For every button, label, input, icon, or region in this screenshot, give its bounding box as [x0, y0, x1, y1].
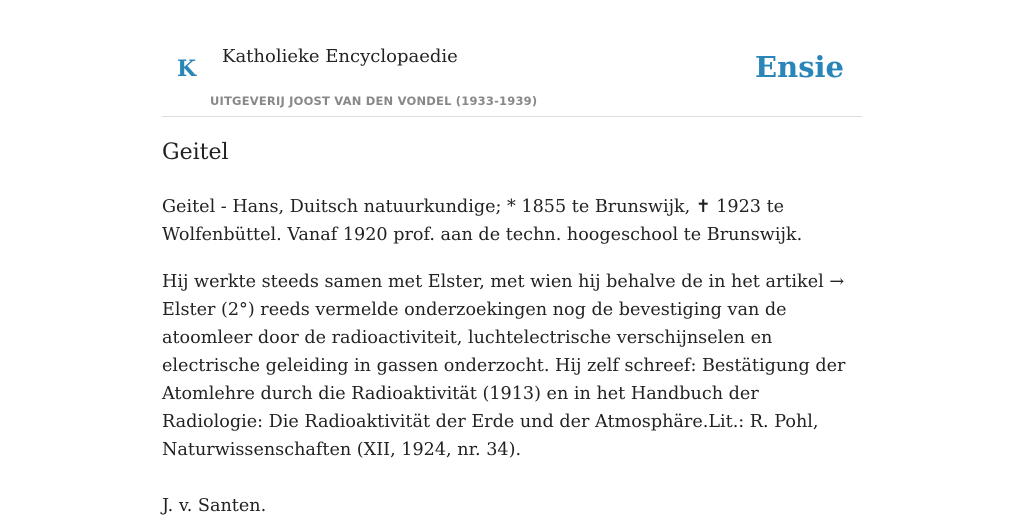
- article-author: J. v. Santen.: [162, 496, 267, 516]
- article-paragraph: Hij werkte steeds samen met Elster, met wien hij behalve de in het artikel → Elster (2°) reeds vermelde onderzoekingen nog de bevestiging van de atoomleer door de radioactiviteit, luchtelectrische verschijnselen en electrische geleiding in gassen onderzocht. Hij zelf schreef: Bestätigung der Atomlehre durch die Radioaktivität (1913) en in het Handbuch der Radiologie: Die Radioaktivität der Erde und der Atmosphäre.Lit.: R. Pohl, Naturwissenschaften (XII, 1924, nr. 34).: [162, 272, 846, 460]
- publication-title[interactable]: Katholieke Encyclopaedie: [222, 46, 458, 67]
- site-header: [162, 0, 862, 117]
- article: [162, 140, 862, 520]
- article-title: Geitel: [162, 140, 229, 165]
- publication-subtitle: UITGEVERIJ JOOST VAN DEN VONDEL (1933-1939): [210, 94, 538, 108]
- article-paragraph: Geitel - Hans, Duitsch natuurkundige; * 1855 te Brunswijk, ✝ 1923 te Wolfenbüttel. Vanaf 1920 prof. aan de techn. hoogeschool te Brunswijk.: [162, 197, 803, 245]
- ensie-brand-link[interactable]: Ensie: [755, 50, 844, 84]
- logo-icon[interactable]: K: [177, 56, 197, 82]
